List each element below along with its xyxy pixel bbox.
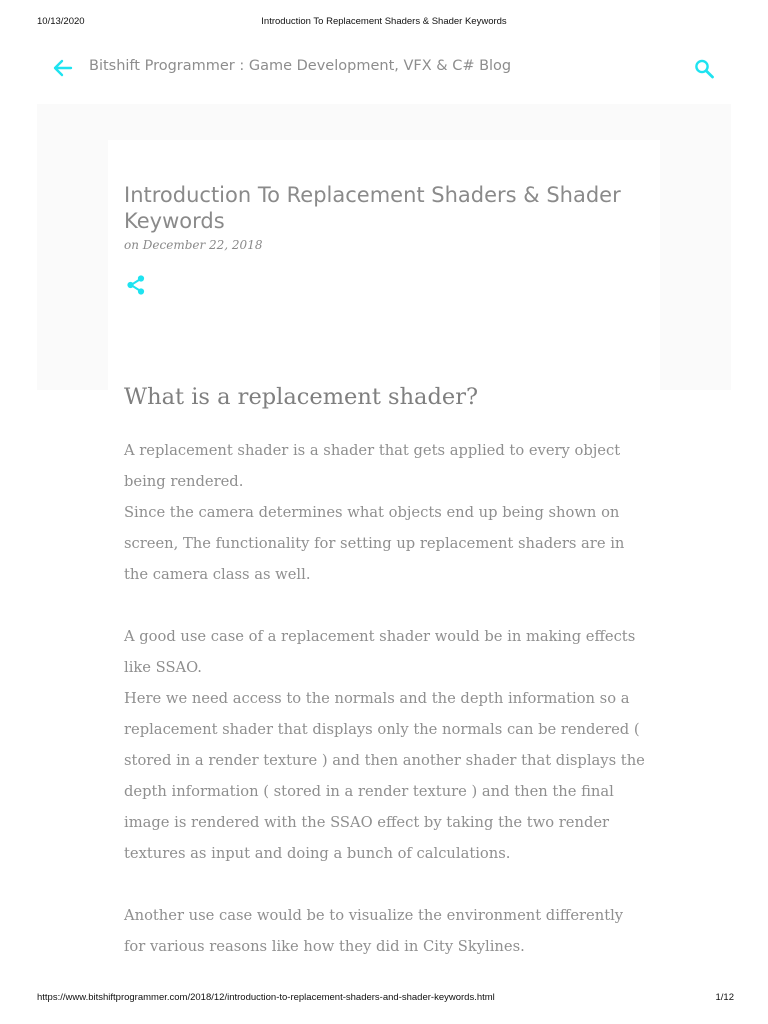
- text-line: A good use case of a replacement shader would be in making effects: [124, 628, 636, 645]
- share-icon[interactable]: [124, 273, 148, 297]
- text-line: like SSAO.: [124, 659, 202, 676]
- text-line: replacement shader that displays only the normals can be rendered (: [124, 721, 640, 738]
- post-title: Introduction To Replacement Shaders & Shader Keywords: [124, 183, 621, 233]
- blog-top-bar: [0, 52, 768, 84]
- print-page-number: 1/12: [715, 992, 734, 1003]
- print-url: https://www.bitshiftprogrammer.com/2018/12/introduction-to-replacement-shaders-and-shader-keywords.html: [37, 992, 495, 1003]
- search-icon[interactable]: [693, 58, 717, 80]
- text-line: the camera class as well.: [124, 566, 311, 583]
- text-line: A replacement shader is a shader that gets applied to every object: [124, 442, 621, 459]
- print-footer: [0, 992, 768, 1008]
- text-line: being rendered.: [124, 473, 244, 490]
- text-line: Here we need access to the normals and the depth information so a: [124, 690, 630, 707]
- text-line: textures as input and doing a bunch of calculations.: [124, 845, 511, 862]
- text-line: Another use case would be to visualize the environment differently: [124, 907, 624, 924]
- text-line: image is rendered with the SSAO effect by taking the two render: [124, 814, 610, 831]
- post-header-card: [108, 140, 660, 390]
- arrow-left-icon[interactable]: [51, 58, 73, 78]
- text-line: screen, The functionality for setting up replacement shaders are in: [124, 535, 625, 552]
- text-line: depth information ( stored in a render texture ) and then the final: [124, 783, 614, 800]
- paragraph-1: [124, 435, 644, 590]
- paragraph-3: [124, 900, 644, 962]
- text-line: for various reasons like how they did in City Skylines.: [124, 938, 525, 955]
- print-date: 10/13/2020: [37, 16, 85, 27]
- text-line: stored in a render texture ) and then another shader that displays the: [124, 752, 645, 769]
- print-page-title: Introduction To Replacement Shaders & Shader Keywords: [261, 16, 507, 27]
- blog-title-link[interactable]: Bitshift Programmer : Game Development, VFX & C# Blog: [89, 58, 512, 74]
- article-body: [124, 378, 644, 993]
- print-header: [0, 16, 768, 32]
- section-heading: What is a replacement shader?: [124, 384, 479, 410]
- paragraph-2: [124, 621, 644, 869]
- post-date: on December 22, 2018: [124, 238, 263, 252]
- text-line: Since the camera determines what objects end up being shown on: [124, 504, 620, 521]
